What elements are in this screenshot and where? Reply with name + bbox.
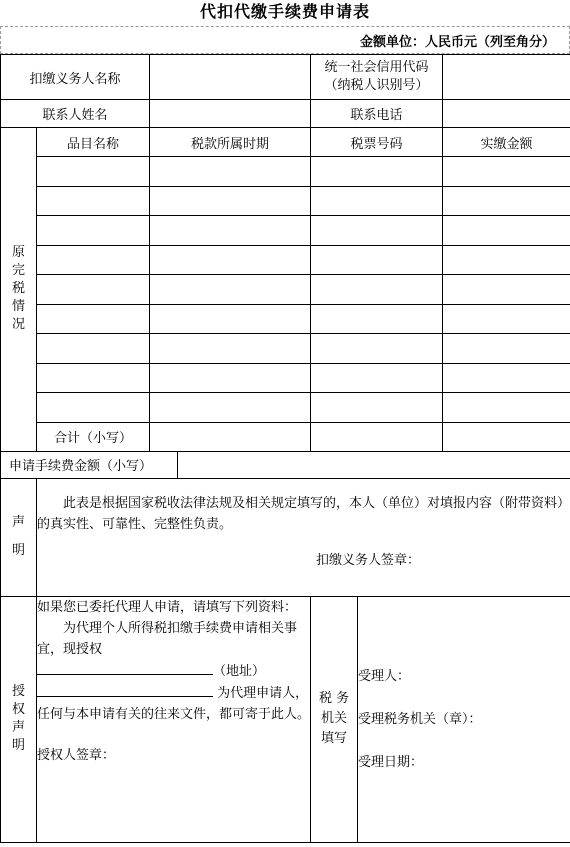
withholder-name-label: 扣缴义务人名称	[1, 55, 150, 100]
item-name-cell[interactable]	[37, 393, 150, 423]
tax-detail-row	[1, 275, 570, 305]
tax-detail-row	[1, 186, 570, 216]
total-amount-cell[interactable]	[443, 422, 570, 451]
total-label: 合计（小写）	[37, 422, 150, 451]
tax-office-content	[358, 596, 570, 842]
tax-period-cell[interactable]	[150, 393, 311, 423]
header-paid-amount: 实缴金额	[443, 128, 570, 157]
authorization-label	[1, 596, 37, 842]
contact-phone-field[interactable]	[443, 100, 570, 128]
form-title: 代扣代缴手续费申请表	[199, 2, 370, 21]
tax-detail-row	[1, 245, 570, 275]
paid-amount-cell[interactable]	[443, 393, 570, 423]
authorization-intro: 如果您已委托代理人申请，请填写下列资料：	[37, 599, 298, 615]
credit-code-field[interactable]	[443, 55, 570, 100]
receiving-office-label: 受理税务机关（章）：	[358, 711, 482, 727]
ticket-number-cell[interactable]	[311, 334, 443, 364]
tax-period-cell[interactable]	[150, 275, 311, 305]
total-ticket-cell[interactable]	[311, 422, 443, 451]
tax-detail-row	[1, 363, 570, 393]
tax-office-label-line: 税 务	[318, 691, 350, 706]
ticket-number-cell[interactable]	[311, 245, 443, 275]
section-label-char: 税	[11, 281, 25, 297]
withholder-name-field[interactable]	[150, 55, 311, 100]
address-label: （地址）	[213, 663, 266, 679]
tax-office-label-line: 填写	[321, 731, 348, 746]
fee-amount-field[interactable]	[178, 451, 570, 478]
item-name-cell[interactable]	[37, 245, 150, 275]
unit-row	[0, 26, 570, 54]
authorization-label-char: 声	[11, 720, 25, 735]
authorization-label-char: 明	[11, 738, 25, 753]
declaration-label	[1, 478, 37, 596]
item-name-cell[interactable]	[37, 363, 150, 393]
tax-period-cell[interactable]	[150, 334, 311, 364]
fee-amount-label: 申请手续费金额（小写）	[1, 451, 178, 478]
item-name-cell[interactable]	[37, 334, 150, 364]
withholder-signature-label: 扣缴义务人签章：	[316, 552, 421, 568]
item-name-cell[interactable]	[37, 186, 150, 216]
section-label-char: 情	[11, 299, 25, 315]
receive-date-label: 受理日期：	[358, 754, 424, 770]
contact-name-label: 联系人姓名	[1, 100, 150, 128]
section-label-char: 原	[11, 245, 25, 261]
tax-office-label-line: 机关	[321, 711, 348, 726]
paid-amount-cell[interactable]	[443, 275, 570, 305]
item-name-cell[interactable]	[37, 157, 150, 187]
declaration-text: 此表是根据国家税收法律法规及相关规定填写的，本人（单位）对填报内容（附带资料）的真实性、可靠性、完整性负责。	[37, 495, 570, 532]
item-name-cell[interactable]	[37, 216, 150, 246]
paid-amount-cell[interactable]	[443, 157, 570, 187]
tax-period-cell[interactable]	[150, 186, 311, 216]
item-name-cell[interactable]	[37, 304, 150, 334]
tax-period-cell[interactable]	[150, 304, 311, 334]
tax-detail-row	[1, 334, 570, 364]
authorization-label-char: 授	[11, 684, 25, 699]
application-table	[0, 54, 570, 843]
receiver-label: 受理人：	[358, 668, 411, 684]
tax-detail-row	[1, 393, 570, 423]
paid-amount-cell[interactable]	[443, 186, 570, 216]
section-label-char: 况	[11, 317, 25, 333]
tax-detail-row	[1, 157, 570, 187]
credit-code-label-line2: （纳税人识别号）	[324, 78, 429, 93]
authorization-body: 为代理个人所得税扣缴手续费申请相关事宜，现授权	[37, 620, 298, 657]
ticket-number-cell[interactable]	[311, 304, 443, 334]
declaration-content	[37, 478, 570, 596]
tax-period-cell[interactable]	[150, 157, 311, 187]
credit-code-label-line1: 统一社会信用代码	[324, 60, 429, 75]
paid-amount-cell[interactable]	[443, 334, 570, 364]
contact-phone-label: 联系电话	[311, 100, 443, 128]
declaration-label-char: 明	[11, 543, 25, 558]
ticket-number-cell[interactable]	[311, 216, 443, 246]
paid-amount-cell[interactable]	[443, 245, 570, 275]
tax-period-cell[interactable]	[150, 216, 311, 246]
agent-name-blank[interactable]	[37, 660, 213, 675]
tax-office-label	[311, 596, 358, 842]
tax-detail-row	[1, 304, 570, 334]
item-name-cell[interactable]	[37, 275, 150, 305]
address-blank[interactable]	[37, 682, 213, 697]
paid-amount-cell[interactable]	[443, 363, 570, 393]
paid-amount-cell[interactable]	[443, 216, 570, 246]
contact-name-field[interactable]	[150, 100, 311, 128]
ticket-number-cell[interactable]	[311, 186, 443, 216]
total-period-cell[interactable]	[150, 422, 311, 451]
section-label-char: 完	[11, 263, 25, 279]
original-tax-section-label	[1, 128, 37, 452]
tax-period-cell[interactable]	[150, 363, 311, 393]
agent-statement: 为代理申请人，任何与本申请有关的往来文件，都可寄于此人。	[37, 685, 311, 722]
paid-amount-cell[interactable]	[443, 304, 570, 334]
ticket-number-cell[interactable]	[311, 275, 443, 305]
authorization-content	[37, 596, 311, 842]
authorization-label-char: 权	[11, 702, 25, 717]
header-item-name: 品目名称	[37, 128, 150, 157]
credit-code-label	[311, 55, 443, 100]
header-ticket-number: 税票号码	[311, 128, 443, 157]
tax-detail-row	[1, 216, 570, 246]
ticket-number-cell[interactable]	[311, 363, 443, 393]
ticket-number-cell[interactable]	[311, 157, 443, 187]
declaration-label-char: 声	[11, 515, 25, 530]
amount-unit-note: 金额单位：人民币元（列至角分）	[359, 35, 555, 50]
authorizer-signature-label: 授权人签章：	[37, 747, 116, 763]
header-tax-period: 税款所属时期	[150, 128, 311, 157]
ticket-number-cell[interactable]	[311, 393, 443, 423]
tax-period-cell[interactable]	[150, 245, 311, 275]
